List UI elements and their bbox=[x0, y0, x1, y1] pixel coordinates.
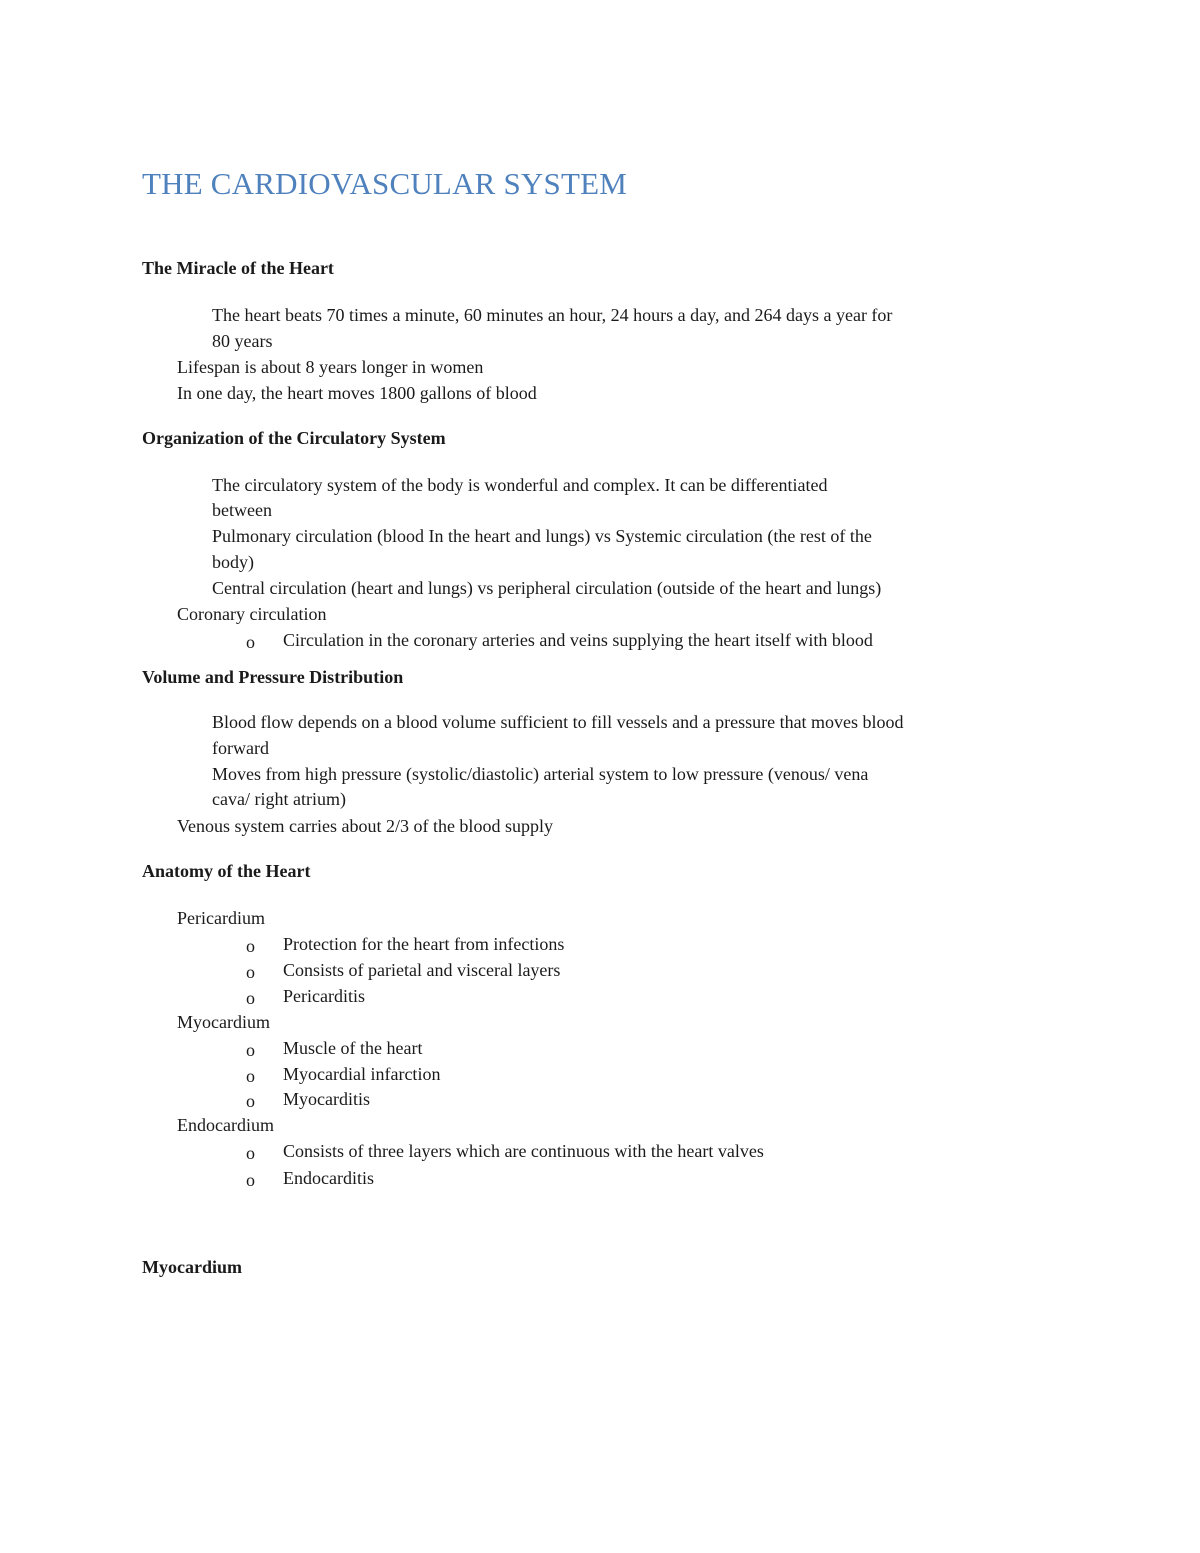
paragraph-line: cava/ right atrium) bbox=[212, 789, 346, 809]
paragraph-line: body) bbox=[212, 552, 254, 572]
paragraph-line: The heart beats 70 times a minute, 60 minutes an hour, 24 hours a day, and 264 days a year for bbox=[212, 305, 893, 325]
list-item: Endocarditis bbox=[283, 1168, 374, 1188]
list-item: Myocardium bbox=[177, 1012, 270, 1032]
list-item: Protection for the heart from infections bbox=[283, 934, 565, 954]
document-title: THE CARDIOVASCULAR SYSTEM bbox=[142, 166, 627, 201]
list-item: Circulation in the coronary arteries and veins supplying the heart itself with blood bbox=[283, 630, 873, 650]
list-item: Pericardium bbox=[177, 908, 265, 928]
section-heading-organization: Organization of the Circulatory System bbox=[142, 428, 446, 448]
bullet-marker: o bbox=[246, 936, 255, 956]
paragraph-line: Blood flow depends on a blood volume sufficient to fill vessels and a pressure that moves blood bbox=[212, 712, 904, 732]
paragraph-line: Coronary circulation bbox=[177, 604, 327, 624]
list-item: Consists of three layers which are continuous with the heart valves bbox=[283, 1141, 764, 1161]
bullet-marker: o bbox=[246, 962, 255, 982]
paragraph-line: In one day, the heart moves 1800 gallons of blood bbox=[177, 383, 537, 403]
list-item: Muscle of the heart bbox=[283, 1038, 423, 1058]
paragraph-line: Venous system carries about 2/3 of the blood supply bbox=[177, 816, 553, 836]
bullet-marker: o bbox=[246, 1040, 255, 1060]
section-heading-myocardium: Myocardium bbox=[142, 1257, 242, 1277]
list-item: Consists of parietal and visceral layers bbox=[283, 960, 561, 980]
list-item: Myocardial infarction bbox=[283, 1064, 441, 1084]
bullet-marker: o bbox=[246, 1066, 255, 1086]
paragraph-line: Central circulation (heart and lungs) vs peripheral circulation (outside of the heart and lungs) bbox=[212, 578, 882, 598]
bullet-marker: o bbox=[246, 1170, 255, 1190]
paragraph-line: Moves from high pressure (systolic/diastolic) arterial system to low pressure (venous/ vena bbox=[212, 764, 869, 784]
bullet-marker: o bbox=[246, 1143, 255, 1163]
paragraph-line: Pulmonary circulation (blood In the heart and lungs) vs Systemic circulation (the rest of the bbox=[212, 526, 872, 546]
list-item: Pericarditis bbox=[283, 986, 365, 1006]
paragraph-line: 80 years bbox=[212, 331, 273, 351]
list-item: Endocardium bbox=[177, 1115, 274, 1135]
bullet-marker: o bbox=[246, 632, 255, 652]
bullet-marker: o bbox=[246, 1091, 255, 1111]
paragraph-line: Lifespan is about 8 years longer in women bbox=[177, 357, 484, 377]
section-heading-volume: Volume and Pressure Distribution bbox=[142, 667, 404, 687]
list-item: Myocarditis bbox=[283, 1089, 370, 1109]
bullet-marker: o bbox=[246, 988, 255, 1008]
paragraph-line: between bbox=[212, 500, 272, 520]
paragraph-line: forward bbox=[212, 738, 269, 758]
section-heading-anatomy: Anatomy of the Heart bbox=[142, 861, 311, 881]
section-heading-miracle: The Miracle of the Heart bbox=[142, 258, 334, 278]
paragraph-line: The circulatory system of the body is wonderful and complex. It can be differentiated bbox=[212, 475, 828, 495]
